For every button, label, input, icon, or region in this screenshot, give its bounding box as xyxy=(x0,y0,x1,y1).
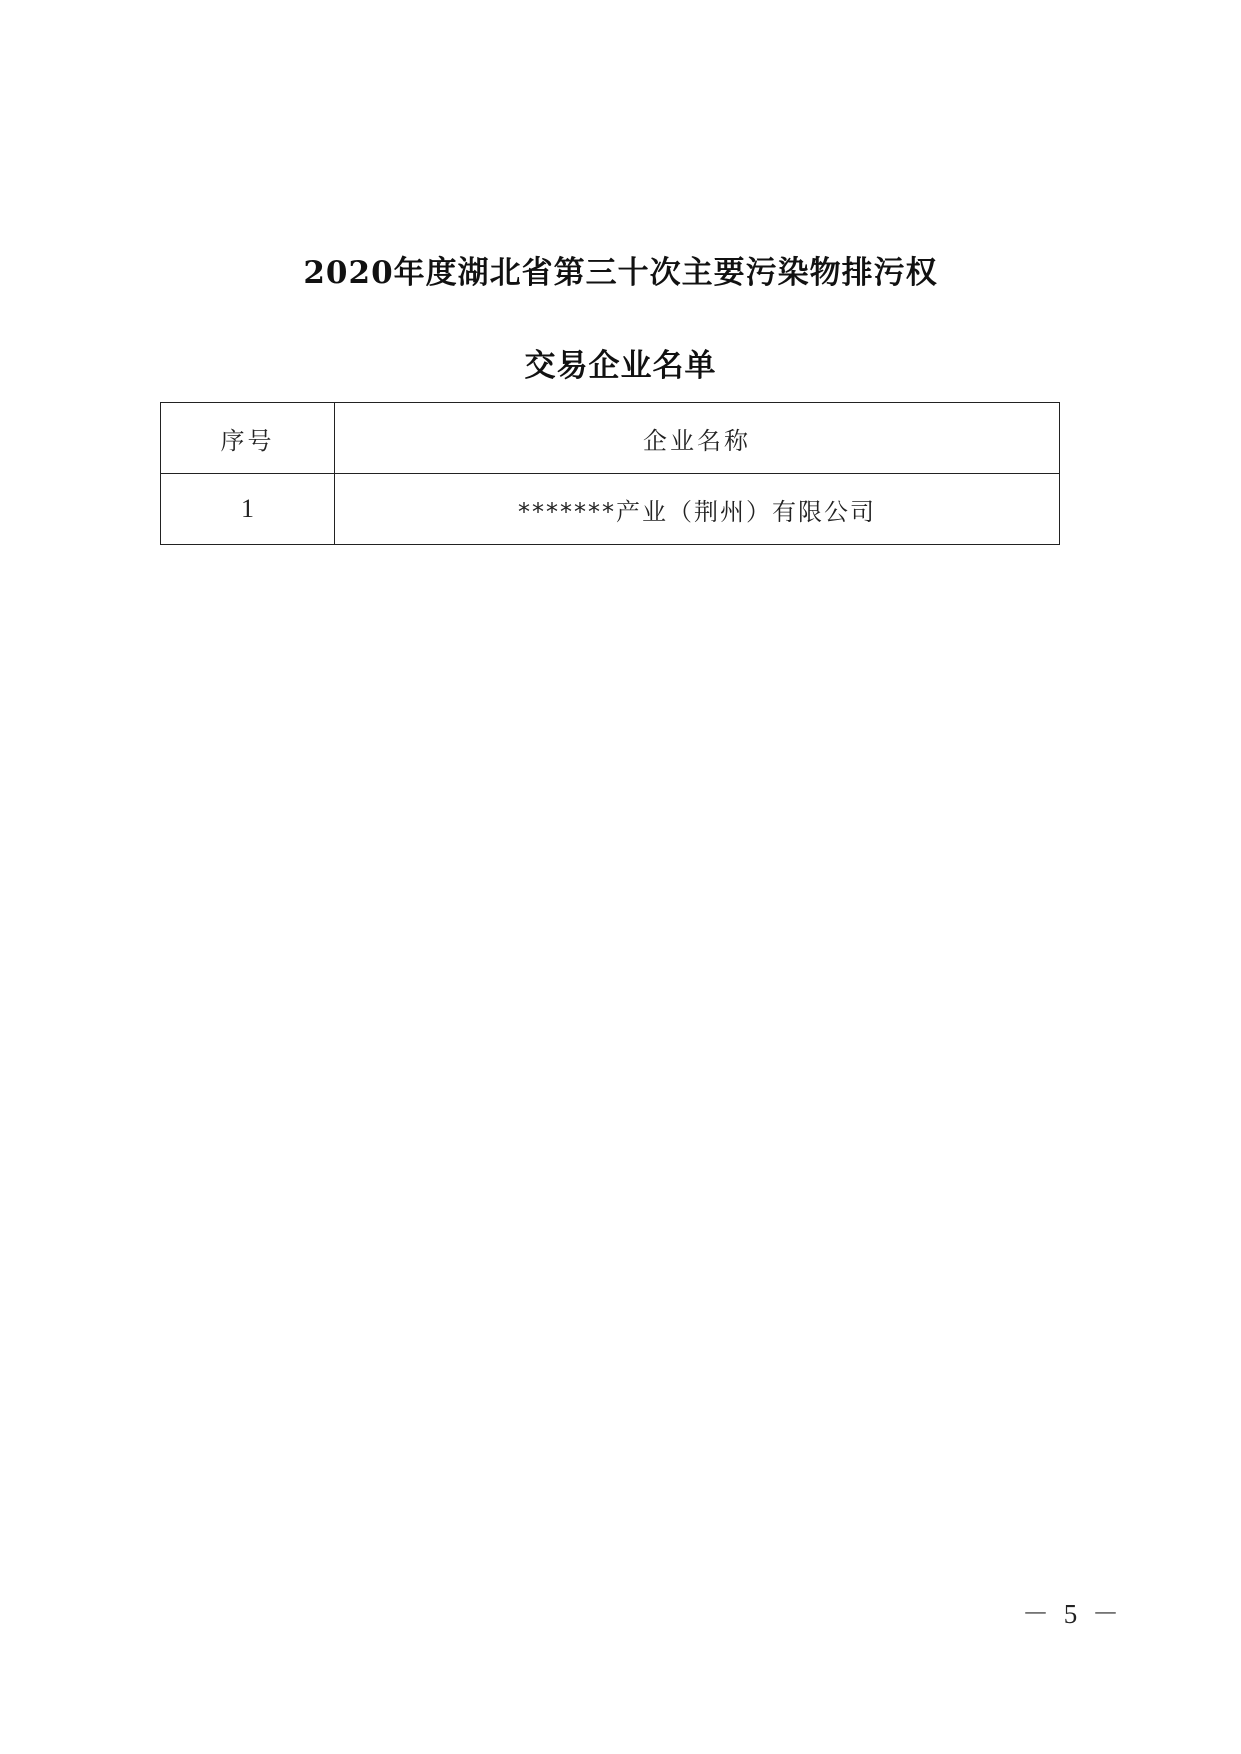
row-index-cell: 1 xyxy=(161,474,335,545)
document-title-line-1: 2020年度湖北省第三十次主要污染物排污权 xyxy=(303,255,938,291)
page-number: － 5 － xyxy=(1022,1599,1123,1629)
column-header-company-name: 企业名称 xyxy=(335,403,1060,474)
enterprise-list-table xyxy=(160,402,1060,545)
document-title-line-2: 交易企业名单 xyxy=(524,348,717,384)
table-header-row xyxy=(161,403,1060,474)
table-row xyxy=(161,474,1060,545)
row-company-cell: *******产业（荆州）有限公司 xyxy=(335,474,1060,545)
column-header-index: 序号 xyxy=(161,403,335,474)
